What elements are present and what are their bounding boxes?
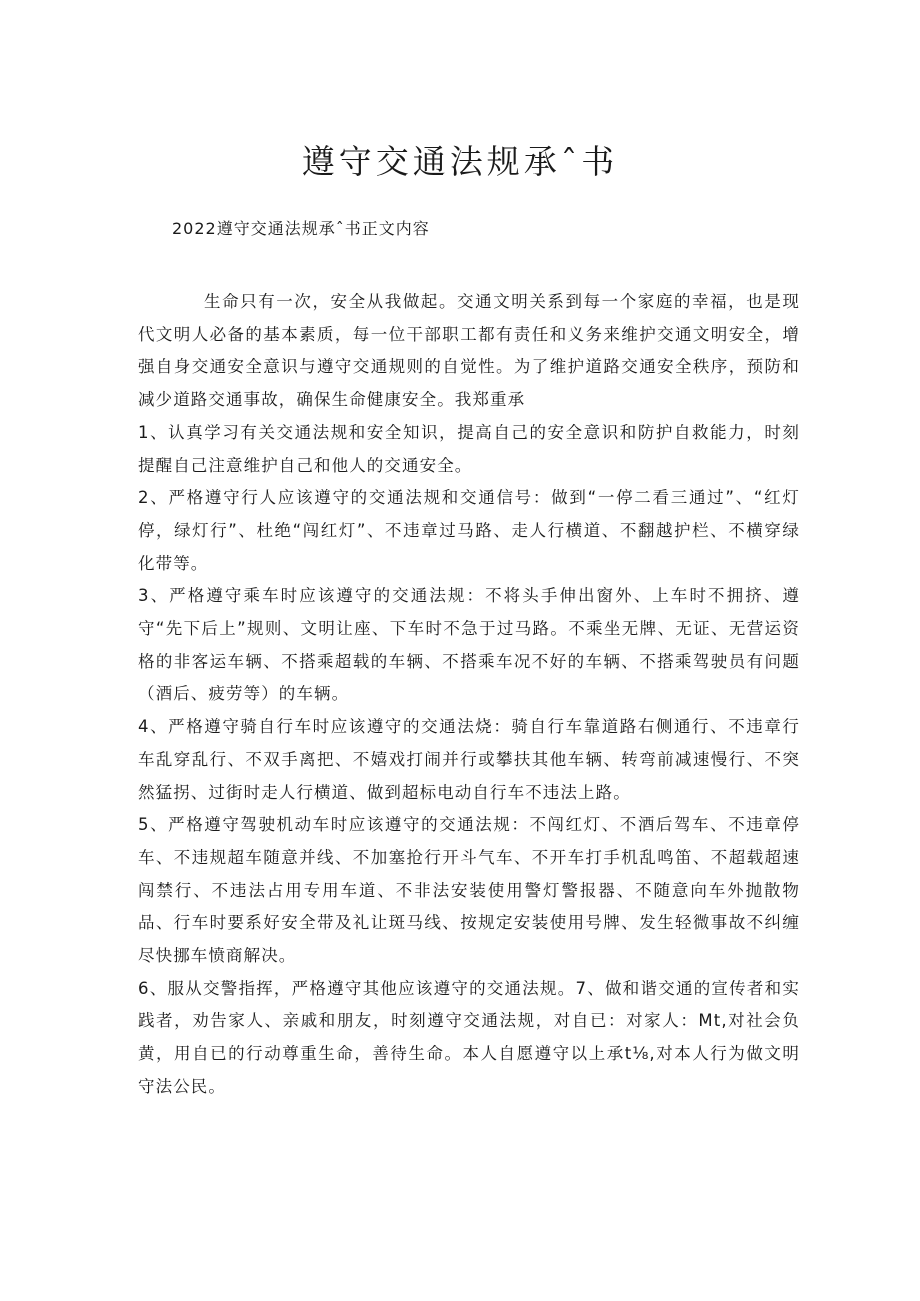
- document-subtitle: 2022遵守交通法规承ˆ书正文内容: [172, 219, 430, 238]
- document-title: 遵守交通法规承ˆ书: [301, 142, 619, 181]
- paragraph-item-3: 3、严格遵守乘车时应该遵守的交通法规：不将头手伸出窗外、上车时不拥挤、遵守“先下后上”规则、文明让座、下车时不急于过马路。不乘坐无牌、无证、无营运资格的非客运车辆、不搭乘超载的车辆、不搭乘车况不好的车辆、不搭乘驾驶员有问题（酒后、疲劳等）的车辆。: [138, 586, 800, 704]
- paragraph-item-4: 4、严格遵守骑自行车时应该遵守的交通法烧：骑自行车靠道路右侧通行、不违章行车乱穿乱行、不双手离把、不嬉戏打闹并行或攀扶其他车辆、转弯前减速慢行、不突然猛拐、过街时走人行横道、做到超标电动自行车不违法上路。: [138, 717, 800, 802]
- paragraph-item-6: 6、服从交警指挥，严格遵守其他应该遵守的交通法规。7、做和谐交通的宣传者和实践者，劝告家人、亲戚和朋友，时刻遵守交通法规，对自已：对家人：Mt,对社会负黄，用自已的行动尊重生命，善待生命。本人自愿遵守以上承t⅛,对本人行为做文明守法公民。: [138, 978, 800, 1096]
- document-body: [138, 286, 800, 1104]
- paragraph-item-2: 2、严格遵守行人应该遵守的交通法规和交通信号：做到“一停二看三通过”、“红灯停，绿灯行”、杜绝“闯红灯”、不违章过马路、走人行横道、不翻越护栏、不横穿绿化带等。: [138, 488, 800, 573]
- paragraph-item-5: 5、严格遵守驾驶机动车时应该遵守的交通法规：不闯红灯、不酒后驾车、不违章停车、不违规超车随意并线、不加塞抢行开斗气车、不开车打手机乱鸣笛、不超载超速闯禁行、不违法占用专用车道、不非法安装使用警灯警报器、不随意向车外抛散物品、行车时要系好安全带及礼让斑马线、按规定安装使用号牌、发生轻微事故不纠缠尽快挪车愤商解决。: [138, 815, 800, 966]
- paragraph-item-1: 1、认真学习有关交通法规和安全知识，提高自己的安全意识和防护自救能力，时刻提醒自己注意维护自己和他人的交通安全。: [138, 422, 800, 475]
- paragraph-intro: 生命只有一次，安全从我做起。交通文明关系到每一个家庭的幸福，也是现代文明人必备的基本素质，每一位干部职工都有责任和义务来维护交通文明安全，增强自身交通安全意识与遵守交通规则的自觉性。为了维护道路交通安全秩序，预防和减少道路交通事故，确保生命健康安全。我郑重承: [138, 292, 800, 410]
